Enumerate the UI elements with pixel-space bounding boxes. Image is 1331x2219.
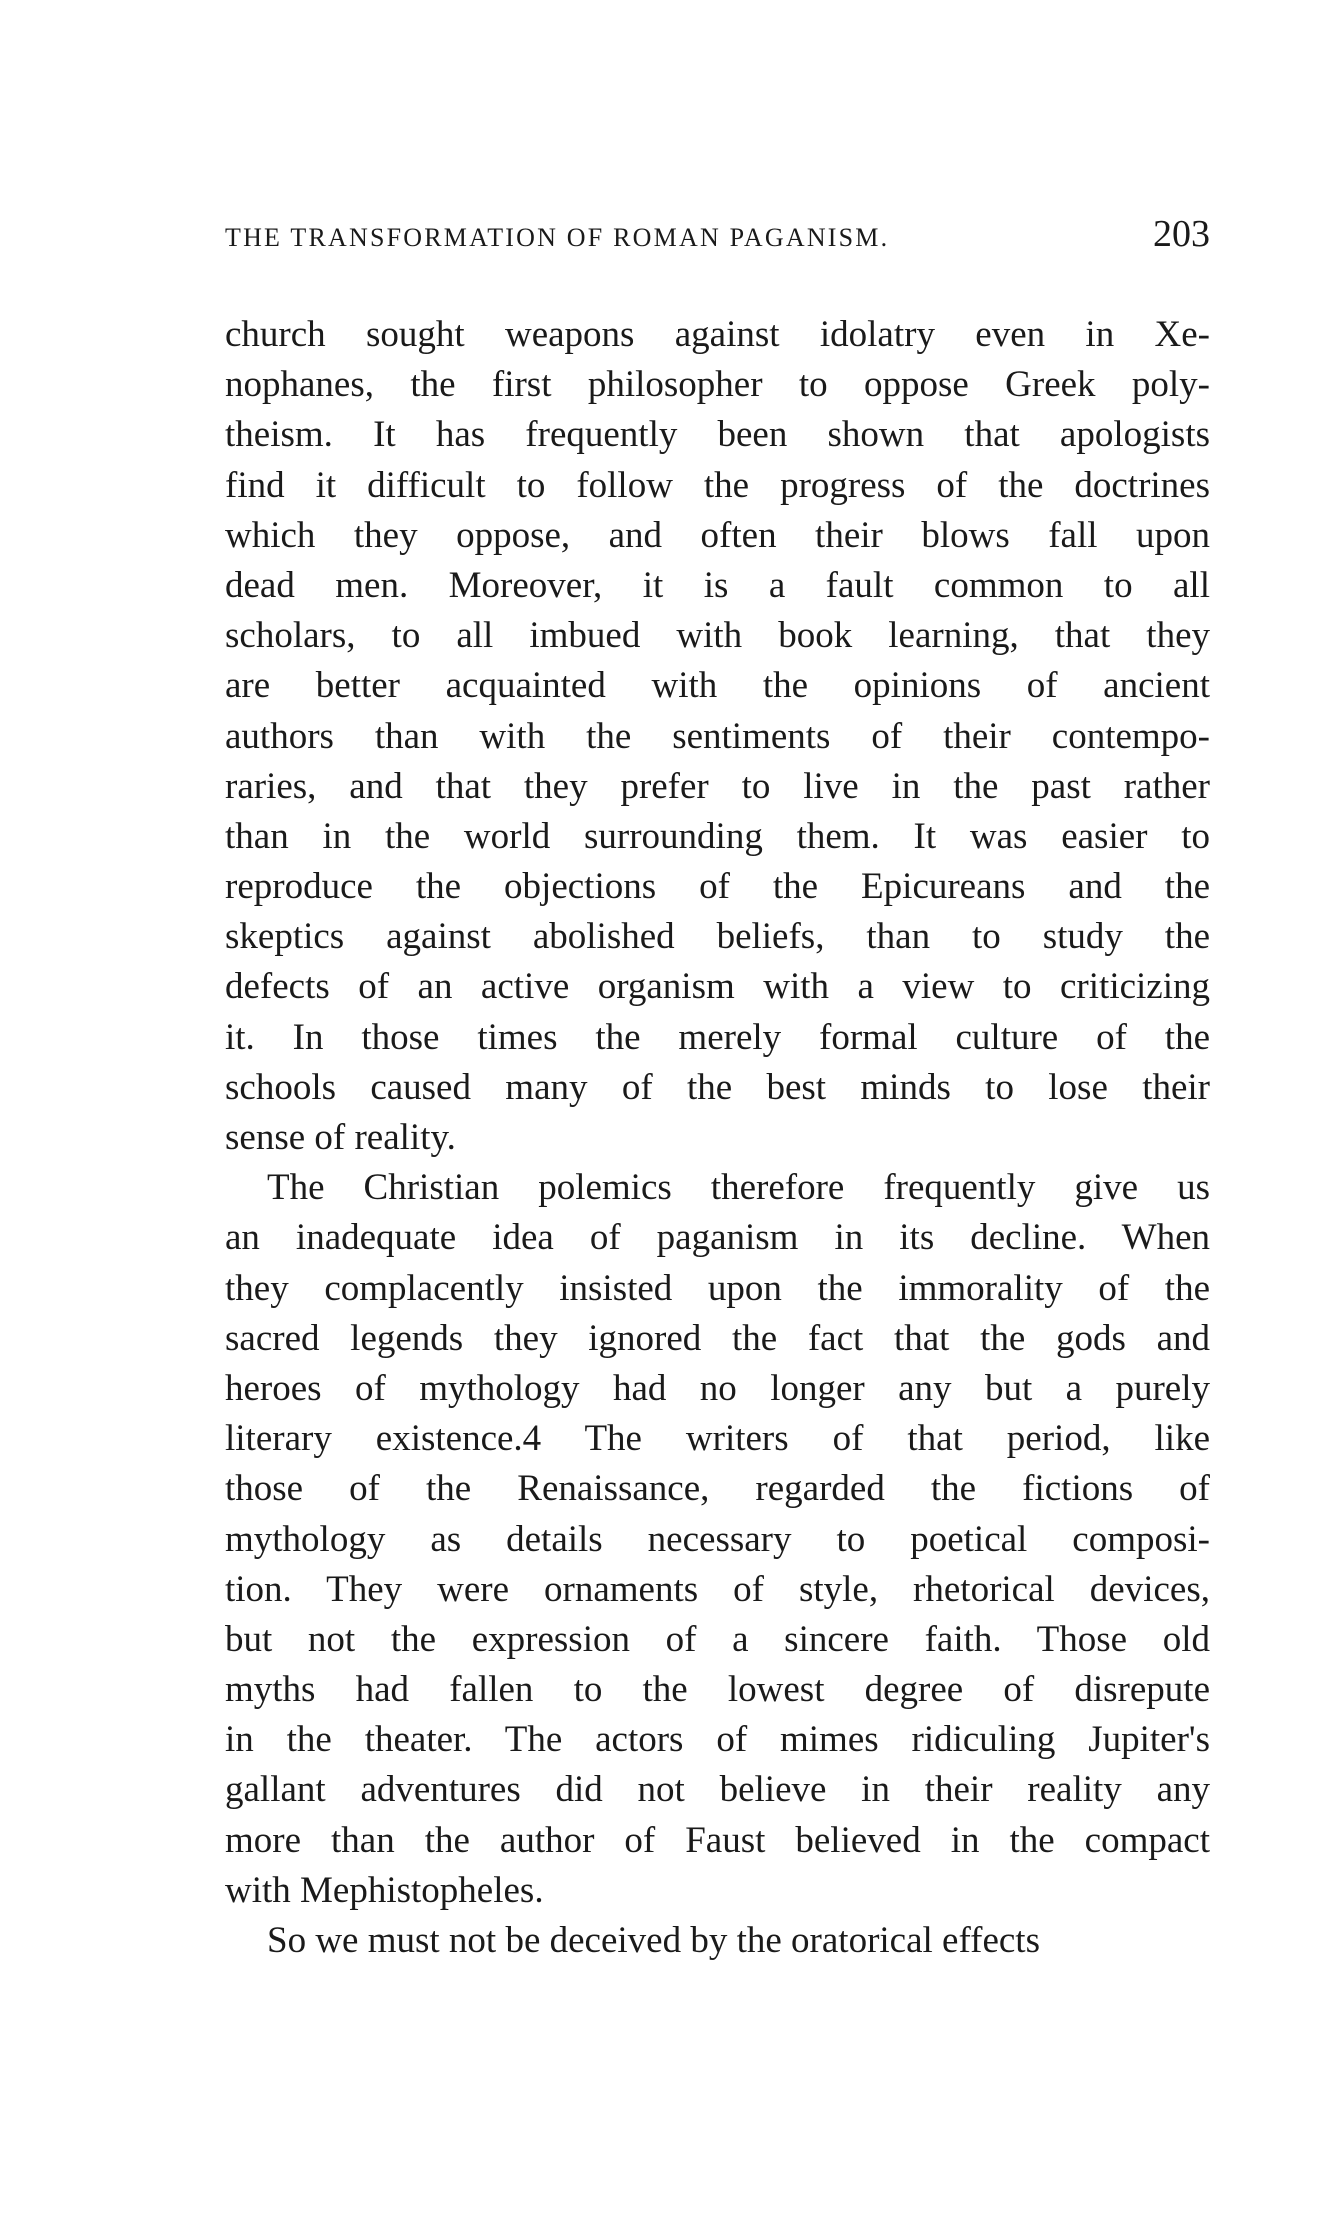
text-line: tion. They were ornaments of style, rhetorical devices, (225, 1568, 1210, 1610)
running-title: THE TRANSFORMATION OF ROMAN PAGANISM. (225, 223, 890, 252)
text-line: mythology as details necessary to poetical composi- (225, 1518, 1210, 1560)
text-line: they complacently insisted upon the immorality of the (225, 1267, 1210, 1309)
text-line: than in the world surrounding them. It was easier to (225, 815, 1210, 857)
text-line: scholars, to all imbued with book learning, that they (225, 615, 1210, 657)
text-line: gallant adventures did not believe in their reality any (225, 1769, 1210, 1811)
text-line: skeptics against abolished beliefs, than to study the (225, 916, 1210, 958)
paragraph-end-line: with Mephistopheles. (225, 1869, 544, 1911)
page-number: 203 (1153, 213, 1210, 255)
text-line: schools caused many of the best minds to lose their (225, 1066, 1210, 1108)
paragraph-start-line: So we must not be deceived by the oratorical effects (267, 1920, 1040, 1961)
running-head (225, 212, 1210, 272)
text-line: but not the expression of a sincere faith. Those old (225, 1618, 1210, 1660)
text-line: find it difficult to follow the progress of the doctrines (225, 464, 1210, 506)
text-line: literary existence.4 The writers of that period, like (225, 1418, 1210, 1460)
text-line: in the theater. The actors of mimes ridiculing Jupiter's (225, 1719, 1210, 1761)
text-line: nophanes, the first philosopher to oppose Greek poly- (225, 364, 1210, 406)
body-text (225, 310, 1210, 1966)
text-line: those of the Renaissance, regarded the fictions of (225, 1468, 1210, 1510)
paragraph-start-line: The Christian polemics therefore frequently give us (267, 1167, 1210, 1209)
text-line: reproduce the objections of the Epicureans and the (225, 866, 1210, 908)
text-line: are better acquainted with the opinions of ancient (225, 665, 1210, 707)
text-line: more than the author of Faust believed in the compact (225, 1819, 1210, 1861)
text-line: an inadequate idea of paganism in its decline. When (225, 1217, 1210, 1259)
paragraph-end-line: sense of reality. (225, 1117, 456, 1158)
text-line: theism. It has frequently been shown that apologists (225, 414, 1210, 456)
text-line: myths had fallen to the lowest degree of disrepute (225, 1669, 1210, 1711)
text-line: defects of an active organism with a view to criticizing (225, 966, 1210, 1008)
text-line: which they oppose, and often their blows fall upon (225, 514, 1210, 556)
text-line: church sought weapons against idolatry even in Xe- (225, 314, 1210, 355)
text-line: sacred legends they ignored the fact that the gods and (225, 1317, 1210, 1359)
text-line: dead men. Moreover, it is a fault common to all (225, 564, 1210, 606)
text-line: raries, and that they prefer to live in the past rather (225, 765, 1210, 807)
text-line: heroes of mythology had no longer any but a purely (225, 1367, 1210, 1409)
text-line: authors than with the sentiments of their contempo- (225, 715, 1210, 757)
text-line: it. In those times the merely formal culture of the (225, 1016, 1210, 1058)
